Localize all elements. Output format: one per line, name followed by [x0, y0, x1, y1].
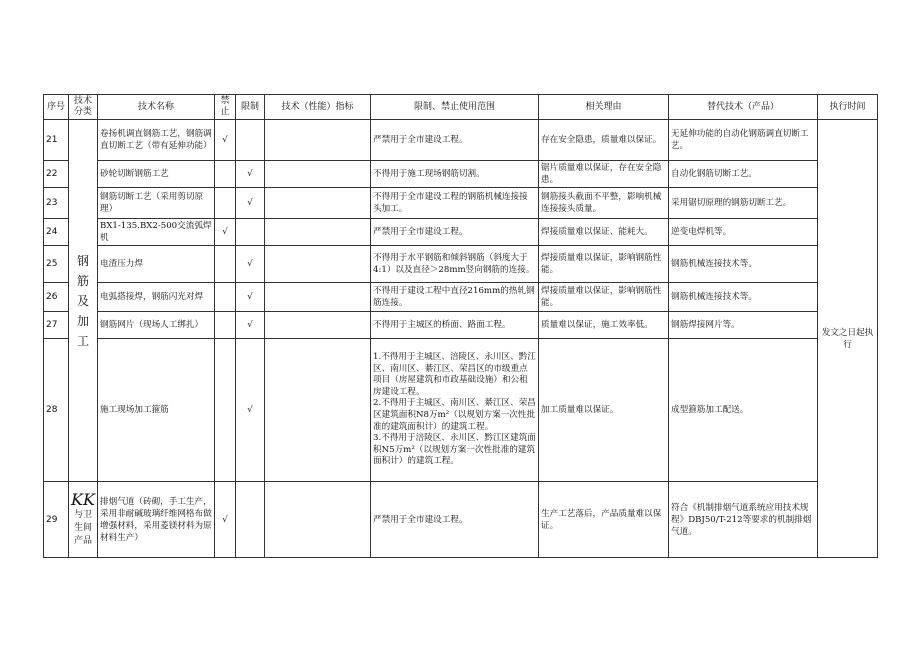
header-category: 技术分类: [69, 95, 98, 120]
row-name: 钢筋切断工艺（采用剪切原理）: [98, 188, 215, 219]
row-scope: 不得用于全市建设工程的钢筋机械连接接头加工。: [371, 188, 539, 219]
row-scope: 1.不得用于主城区、涪陵区、永川区、黔江区、南川区、綦江区、荣昌区的市级重点项目（房屋建筑和市政基础设施）和公租房建设工程。 2.不得用于主城区、南川区、綦江区、荣昌区建筑面积N8万m²（以规划方案一次性批准的建筑面积计）的建筑工程。 3.不得用于涪陵区、永川区、黔江区建筑面积N5万m²（以规划方案一次性批准的建筑面积计）的建筑工程。: [371, 339, 539, 482]
row-limit: [236, 219, 265, 246]
header-name: 技术名称: [98, 95, 215, 120]
row-name: BX1-135.BX2-500交流弧焊机: [98, 219, 215, 246]
category-exhaust-label: 与卫生间产品: [73, 510, 92, 546]
row-ban: √: [215, 120, 236, 161]
header-row: [44, 95, 878, 120]
row-name: 电弧搭接焊，钢筋闪光对焊: [98, 283, 215, 312]
row-scope: 不得用于水平钢筋和倾斜钢筋（斜度大于4:1）以及直径＞28mm竖向钢筋的连接。: [371, 246, 539, 283]
table-row: [44, 482, 878, 558]
row-indicator: [265, 120, 371, 161]
category-rebar: 钢筋及加工: [69, 120, 98, 482]
row-reason: 质量难以保证，施工效率低。: [539, 312, 669, 339]
table-row: [44, 283, 878, 312]
row-reason: 存在安全隐患，质量难以保证。: [539, 120, 669, 161]
table-row: [44, 219, 878, 246]
table-row: [44, 120, 878, 161]
header-scope: 限制、禁止使用范围: [371, 95, 539, 120]
row-alternative: 成型箍筋加工配送。: [669, 339, 818, 482]
row-name: 卷扬机调直钢筋工艺，钢筋调直切断工艺（带有延伸功能）: [98, 120, 215, 161]
row-limit: √: [236, 312, 265, 339]
row-indicator: [265, 312, 371, 339]
row-seq: 27: [44, 312, 69, 339]
row-reason: 生产工艺落后，产品质量难以保证。: [539, 482, 669, 558]
row-seq: 24: [44, 219, 69, 246]
header-alternative: 替代技术（产品）: [669, 95, 818, 120]
table-row: [44, 246, 878, 283]
row-indicator: [265, 161, 371, 188]
row-limit: [236, 120, 265, 161]
restricted-technology-table: [43, 94, 878, 558]
row-alternative: 逆变电焊机等。: [669, 219, 818, 246]
row-limit: √: [236, 246, 265, 283]
row-seq: 25: [44, 246, 69, 283]
row-seq: 29: [44, 482, 69, 558]
row-scope: 严禁用于全市建设工程。: [371, 219, 539, 246]
row-ban: [215, 283, 236, 312]
row-ban: √: [215, 482, 236, 558]
row-scope: 严禁用于全市建设工程。: [371, 120, 539, 161]
row-alternative: 符合《机制排烟气道系统应用技术规程》DBJ50/T-212等要求的机制排烟气道。: [669, 482, 818, 558]
table-row: [44, 312, 878, 339]
row-alternative: 钢筋机械连接技术等。: [669, 246, 818, 283]
row-limit: √: [236, 161, 265, 188]
row-reason: 钢筋接头截面不平整，影响机械连接接头质量。: [539, 188, 669, 219]
row-ban: [215, 188, 236, 219]
row-scope: 不得用于主城区的桥面、路面工程。: [371, 312, 539, 339]
row-indicator: [265, 482, 371, 558]
row-reason: 焊接质量难以保证，影响钢筋性能。: [539, 283, 669, 312]
row-indicator: [265, 188, 371, 219]
row-indicator: [265, 219, 371, 246]
row-ban: [215, 339, 236, 482]
row-alternative: 钢筋焊接网片等。: [669, 312, 818, 339]
category-exhaust-mark: KK: [71, 490, 95, 509]
row-reason: 焊接质量难以保证，影响钢筋性能。: [539, 246, 669, 283]
row-name: 排烟气道（砖砌，手工生产，采用非耐碱玻璃纤维网格布做增强材料，采用菱镁材料为原材料生产）: [98, 482, 215, 558]
row-alternative: 无延伸功能的自动化钢筋调直切断工艺。: [669, 120, 818, 161]
row-seq: 22: [44, 161, 69, 188]
row-scope: 不得用于施工现场钢筋切割。: [371, 161, 539, 188]
row-name: 钢筋网片（现场人工绑扎）: [98, 312, 215, 339]
row-scope: 严禁用于全市建设工程。: [371, 482, 539, 558]
row-seq: 28: [44, 339, 69, 482]
row-limit: √: [236, 283, 265, 312]
row-seq: 26: [44, 283, 69, 312]
row-reason: 焊接质量难以保证、能耗大。: [539, 219, 669, 246]
row-name: 砂轮切断钢筋工艺: [98, 161, 215, 188]
row-limit: √: [236, 339, 265, 482]
header-reason: 相关理由: [539, 95, 669, 120]
row-reason: 加工质量难以保证。: [539, 339, 669, 482]
row-alternative: 采用锯切原理的钢筋切断工艺。: [669, 188, 818, 219]
row-reason: 锯片质量难以保证，存在安全隐患。: [539, 161, 669, 188]
row-indicator: [265, 339, 371, 482]
row-ban: [215, 246, 236, 283]
row-ban: [215, 161, 236, 188]
row-limit: √: [236, 188, 265, 219]
category-exhaust: [69, 482, 98, 558]
row-alternative: 钢筋机械连接技术等。: [669, 283, 818, 312]
row-seq: 21: [44, 120, 69, 161]
header-indicator: 技术（性能）指标: [265, 95, 371, 120]
row-indicator: [265, 246, 371, 283]
exec-time: 发文之日起执行: [818, 120, 878, 558]
row-name: 电渣压力焊: [98, 246, 215, 283]
header-ban: 禁止: [215, 95, 236, 120]
header-seq: 序号: [44, 95, 69, 120]
row-alternative: 自动化钢筋切断工艺。: [669, 161, 818, 188]
header-limit: 限制: [236, 95, 265, 120]
row-scope: 不得用于建设工程中直径216mm的热轧钢筋连接。: [371, 283, 539, 312]
row-ban: √: [215, 219, 236, 246]
header-exec-time: 执行时间: [818, 95, 878, 120]
row-indicator: [265, 283, 371, 312]
table-row: [44, 339, 878, 482]
row-name: 施工现场加工箍筋: [98, 339, 215, 482]
row-ban: [215, 312, 236, 339]
table-row: [44, 188, 878, 219]
row-limit: [236, 482, 265, 558]
table-row: [44, 161, 878, 188]
row-seq: 23: [44, 188, 69, 219]
